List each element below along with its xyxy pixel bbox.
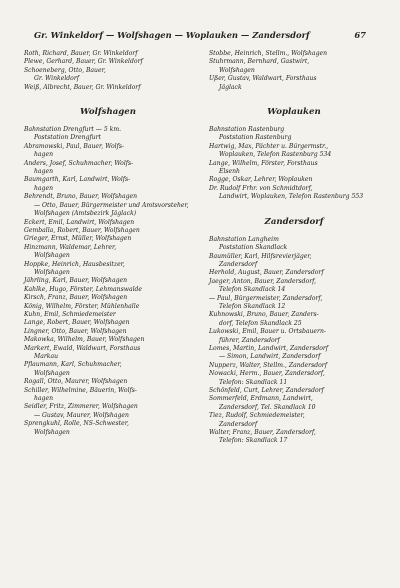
entry-continuation: Zandersdorf [219,420,258,428]
entry-continuation: Landwirt, Woplauken, Telefon Rastenburg 553 [219,193,364,201]
entry-continuation: Telefon Skandlack 14 [219,286,286,294]
directory-entry [24,219,192,227]
entry-line: Seidler, Fritz, Zimmerer, Wolfshagen [24,403,138,411]
entry-continuation: Gr. Winkeldorf [34,75,80,83]
directory-entry [209,176,379,184]
entry-line: Rogall, Otto, Maurer, Wolfshagen [24,378,128,386]
entry-continuation: Wolfshagen [34,268,70,276]
directory-entry [209,362,379,370]
entry-line: Eckert, Emil, Landwirt, Wolfshagen [24,218,135,226]
entry-continuation: Elsenh [219,168,240,176]
entry-line: Lomes, Martin, Landwirt, Zandersdorf [209,344,329,352]
directory-entry [24,420,192,437]
entry-line: Rogge, Oskar, Lehrer, Woplauken [209,176,313,184]
section-heading: Zandersdorf [264,216,324,227]
directory-entry [24,294,192,302]
entry-continuation: Zandersdorf [219,260,258,268]
directory-entry [24,235,192,243]
page-number: 67 [354,30,366,40]
entry-continuation: Poststation Drengfurt [34,134,102,142]
entry-line: Stobbe, Heinrich, Stellm., Wolfshagen [209,50,327,57]
directory-entry [24,261,192,278]
entry-line: Baumüller, Karl, Hilfsrevierjäger, [209,252,312,260]
directory-entry [24,67,192,84]
entry-line: Kuhnowski, Bruno, Bauer, Zanders- [209,311,319,319]
entry-line: Herhold, August, Bauer, Zandersdorf [209,269,324,277]
entry-line: Pflaumann, Karl, Schuhmacher, [24,361,122,369]
entry-line: Baumgarth, Karl, Landwirt, Wolfs- [24,176,131,184]
directory-entry [209,395,379,412]
directory-entry [209,160,379,177]
entry-line: Lingner, Otto, Bauer, Wolfshagen [24,327,127,335]
entry-continuation: Wolfshagen [219,66,255,74]
directory-entry [209,58,379,75]
entry-continuation: Woplauken, Telefon Rastenburg 534 [219,151,332,159]
entry-continuation: Zandersdorf, Tel. Skandlack 10 [219,403,316,411]
entry-line: Hinzmann, Waldemar, Lehrer, [24,243,117,251]
right-column [209,50,379,446]
directory-entry [209,345,379,362]
entry-line: Behrendt, Bruno, Bauer, Wolfshagen [24,193,138,201]
entry-continuation: Telefon Skandlack 12 [219,302,286,310]
entry-line: Nowacki, Herm., Bauer, Zandersdorf, [209,370,325,378]
directory-entry [24,378,192,386]
directory-entry [24,126,192,143]
entry-continuation: führer, Zandersdorf [219,336,280,344]
entry-line: Makowka, Wilhelm, Bauer, Wolfshagen [24,336,145,344]
directory-entry [24,176,192,193]
entry-line: Abramowski, Paul, Bauer, Wolfs- [24,142,125,150]
entry-line: Bahnstation Drengfurt — 5 km. [24,126,122,134]
entry-line: Kuhn, Emil, Schmiedemeister [24,310,116,318]
entry-continuation: hagen [34,168,53,176]
entry-line: Roth, Richard, Bauer, Gr. Winkeldorf [24,50,138,57]
entry-line: Plewe, Gerhard, Bauer, Gr. Winkeldorf [24,58,143,66]
directory-entry [209,253,379,270]
directory-entry [209,412,379,429]
directory-entry [24,160,192,177]
directory-entry [209,295,379,312]
entry-line: Lange, Robert, Bauer, Wolfshagen [24,319,130,327]
page-header [34,30,366,44]
entry-continuation: Wolfshagen [34,252,70,260]
directory-entry [24,227,192,235]
entry-continuation: — Simon, Landwirt, Zandersdorf [219,353,321,361]
continued-entries-right [209,50,379,92]
entry-continuation: Wolfshagen [34,428,70,436]
entry-line: Stuhrmann, Bernhard, Gastwirt, [209,58,310,66]
entry-line: Anders, Josef, Schuhmacher, Wolfs- [24,159,134,167]
entry-continuation: — Gustav, Maurer, Wolfshagen [34,411,129,419]
entry-line: Sommerfeld, Erdmann, Landwirt, [209,395,313,403]
entry-line: Nupperz, Walter, Stellm., Zandersdorf [209,361,327,369]
entry-continuation: Poststation Rastenburg [219,134,292,142]
directory-entry [209,311,379,328]
entry-line: Bahnstation Rastenburg [209,126,285,134]
directory-entry [24,345,192,362]
entry-line: Grieger, Ernst, Müller, Wolfshagen [24,235,132,243]
entry-line: Hartwig, Max, Pächter u. Bürgermstr., [209,142,329,150]
section-entries [209,126,379,202]
entry-line: Lukowski, Emil, Bauer u. Ortsbauern- [209,328,326,336]
entry-line: Kahlke, Hugo, Förster, Lehmanswalde [24,285,143,293]
directory-entry [209,236,379,253]
directory-entry [209,370,379,387]
entry-line: Jaeger, Anton, Bauer, Zandersdorf, [209,277,317,285]
directory-entry [24,58,192,66]
directory-entry [24,84,192,92]
wolfshagen-entries [24,126,192,437]
entry-continuation: Telefon: Skandlack 17 [219,437,288,445]
entry-line: König, Wilhelm, Förster, Mühlenhalle [24,302,140,310]
entry-line: Tiez, Rudolf, Schmiedemeister, [209,412,305,420]
entry-continuation: Markau [34,353,59,360]
entry-line: Jährling, Karl, Bauer, Wolfshagen [24,277,128,285]
entry-line: Hoppke, Heinrich, Hausbesitzer, [24,260,125,268]
directory-entry [24,50,192,58]
entry-line: Schönfeld, Curt, Lehrer, Zandersdorf [209,387,324,394]
entry-line: Schiller, Wilhelmine, Bäuerin, Wolfs- [24,386,137,394]
entry-continuation: — Otto, Bauer, Bürgermeister und Amtsvorsteher, Wolfshagen (Amtsbezirk Jäglack) [34,201,189,218]
left-column [24,50,192,437]
directory-entry [209,50,379,58]
directory-entry [24,311,192,319]
entry-line: Schoeneberg, Otto, Bauer, [24,66,106,74]
entry-continuation: Wolfshagen [34,369,70,377]
entry-line: Gemballa, Robert, Bauer, Wolfshagen [24,226,140,234]
directory-entry [24,244,192,261]
directory-entry [209,429,379,446]
directory-entry [24,361,192,378]
directory-entry [209,278,379,295]
section-entries [209,236,379,446]
entry-line: — Paul, Bürgermeister, Zandersdorf, [209,294,323,302]
entry-line: Ußer, Gustav, Waldwart, Forsthaus [209,75,317,83]
directory-entry [209,75,379,92]
directory-entry [209,269,379,277]
entry-line: Kirsch, Franz, Bauer, Wolfshagen [24,294,128,302]
directory-entry [24,143,192,160]
entry-line: Bahnstation Langheim [209,235,279,243]
entry-line: Sprengkuhl, Rolle, NS-Schwester, [24,420,129,428]
directory-entry [24,328,192,336]
right-sections [209,92,379,446]
entry-line: Weiß, Albrecht, Bauer, Gr. Winkeldorf [24,83,141,91]
running-title: Gr. Winkeldorf — Wolfshagen — Woplauken — Zandersdorf [34,30,310,40]
section-heading: Woplauken [267,107,321,118]
directory-entry [24,193,192,218]
directory-entry [24,387,192,404]
directory-entry [209,328,379,345]
entry-continuation: hagen [34,151,53,159]
entry-continuation: dorf, Telefon Skandlack 25 [219,319,302,327]
entry-line: Lange, Wilhelm, Förster, Forsthaus [209,159,318,167]
entry-continuation: hagen [34,395,53,403]
directory-entry [24,277,192,285]
entry-continuation: Jäglack [219,83,242,91]
entry-line: Dr. Rudolf Frhr. von Schmidtdorf, [209,184,313,192]
directory-entry [24,303,192,311]
directory-entry [209,143,379,160]
entry-continuation: hagen [34,184,53,192]
directory-entry [24,403,192,420]
directory-entry [24,286,192,294]
entry-continuation: Poststation Skandlack [219,244,288,252]
directory-entry [209,185,379,202]
entry-line: Walter, Franz, Bauer, Zandersdorf, [209,429,316,437]
entry-line: Markert, Ewald, Waldwart, Forsthaus [24,344,141,352]
directory-entry [209,387,379,395]
directory-entry [24,336,192,344]
entry-continuation: Telefon: Skandlack 11 [219,378,288,386]
section-heading-wolfshagen: Wolfshagen [79,107,137,118]
directory-entry [209,126,379,143]
directory-entry [24,319,192,327]
continued-entries [24,50,192,92]
